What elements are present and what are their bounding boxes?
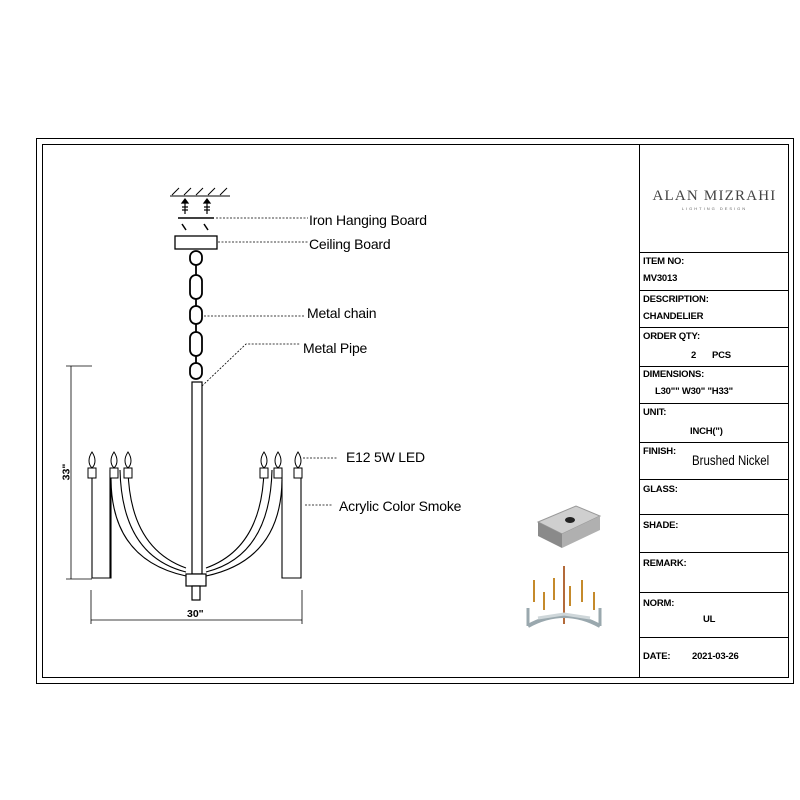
item-no-label: ITEM NO: <box>643 256 685 267</box>
norm-label: NORM: <box>643 598 675 609</box>
dimension-lines <box>66 366 302 624</box>
callout-leaders <box>202 218 338 505</box>
tb-rule <box>640 552 789 553</box>
tb-rule <box>640 290 789 291</box>
callout-metal-chain: Metal chain <box>307 305 377 321</box>
tb-rule <box>640 514 789 515</box>
brand-logo: ALAN MIZRAHI <box>652 188 777 204</box>
ceiling-plate-photo <box>532 494 604 554</box>
callout-metal-pipe: Metal Pipe <box>303 340 368 356</box>
iron-hanging-board <box>178 218 214 230</box>
callout-iron-hanging-board: Iron Hanging Board <box>309 212 427 228</box>
callout-acrylic: Acrylic Color Smoke <box>339 498 462 514</box>
tb-rule <box>640 479 789 480</box>
dimensions-value: L30"" W30" "H33" <box>655 386 733 397</box>
tb-rule <box>640 592 789 593</box>
unit-label: UNIT: <box>643 407 667 418</box>
date-label: DATE: <box>643 651 671 662</box>
tb-rule <box>640 403 789 404</box>
dimension-width: 30" <box>187 608 204 620</box>
tb-rule <box>640 442 789 443</box>
description-value: CHANDELIER <box>643 311 704 322</box>
metal-chain <box>190 251 202 379</box>
order-qty-label: ORDER QTY: <box>643 331 700 342</box>
ceiling-board <box>175 236 217 249</box>
tb-rule <box>640 252 789 253</box>
description-label: DESCRIPTION: <box>643 294 709 305</box>
chandelier-photo <box>520 566 608 640</box>
shade-label: SHADE: <box>643 520 679 531</box>
dimension-height: 33" <box>60 463 73 481</box>
order-qty-unit: PCS <box>712 350 731 361</box>
unit-value: INCH(") <box>690 426 723 437</box>
metal-pipe <box>186 382 206 600</box>
mounting-screws <box>182 199 210 214</box>
finish-value: Brushed Nickel <box>692 452 770 468</box>
finish-label: FINISH: <box>643 446 676 457</box>
ceiling-hatch <box>170 188 230 196</box>
dimensions-label: DIMENSIONS: <box>643 369 705 380</box>
tb-rule <box>640 327 789 328</box>
glass-label: GLASS: <box>643 484 678 495</box>
brand-subtitle: LIGHTING DESIGN <box>681 206 748 211</box>
tb-rule <box>640 637 789 638</box>
order-qty-value: 2 <box>691 350 697 361</box>
tb-rule <box>640 366 789 367</box>
callout-ceiling-board: Ceiling Board <box>309 236 391 252</box>
callout-bulb: E12 5W LED <box>346 449 425 465</box>
date-value: 2021-03-26 <box>692 651 739 662</box>
remark-label: REMARK: <box>643 558 687 569</box>
norm-value: UL <box>703 614 716 625</box>
item-no-value: MV3013 <box>643 273 678 284</box>
